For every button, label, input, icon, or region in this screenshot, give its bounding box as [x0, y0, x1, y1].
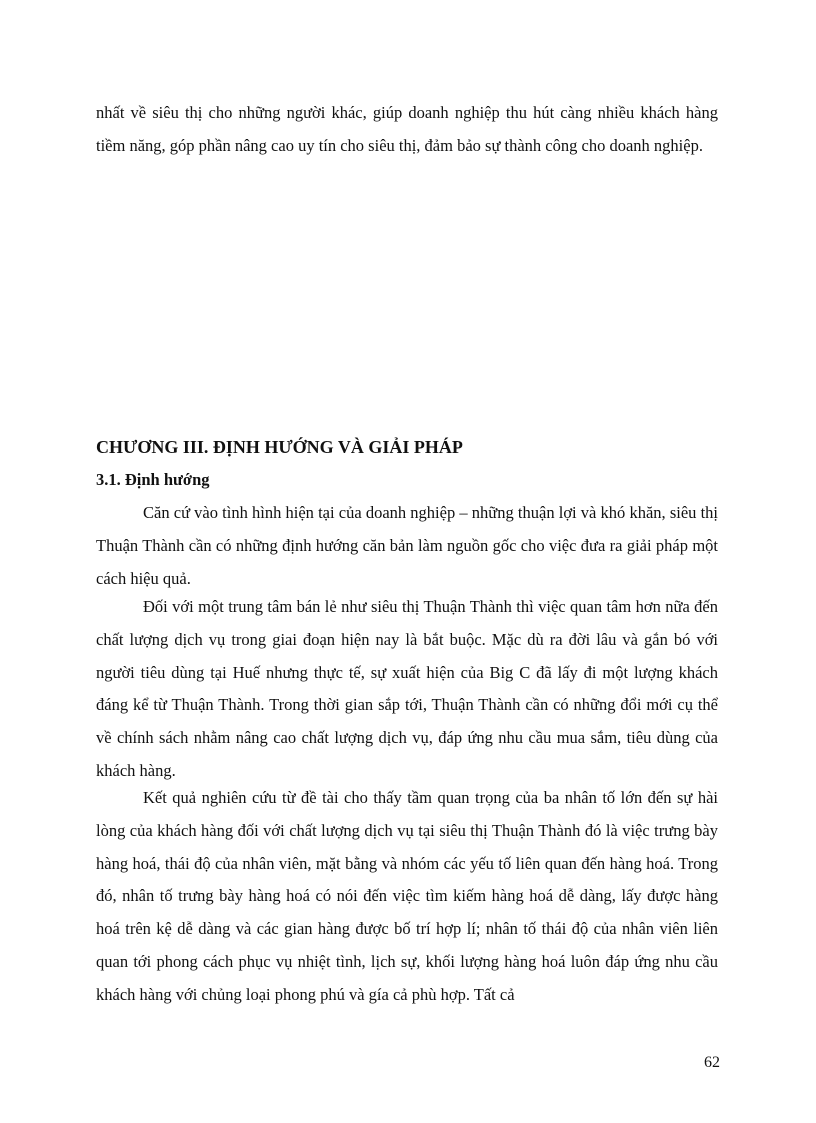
- chapter-title: CHƯƠNG III. ĐỊNH HƯỚNG VÀ GIẢI PHÁP: [96, 437, 463, 457]
- intro-paragraph: nhất về siêu thị cho những người khác, giúp doanh nghiệp thu hút càng nhiều khách hàng tiềm năng, góp phần nâng cao uy tín cho siêu thị, đảm bảo sự thành công cho doanh nghiệp.: [96, 103, 718, 155]
- paragraph-1: Căn cứ vào tình hình hiện tại của doanh nghiệp – những thuận lợi và khó khăn, siêu thị Thuận Thành cần có những định hướng căn bản làm nguồn gốc cho việc đưa ra giải pháp một cách hiệu quả.: [96, 503, 718, 588]
- paragraph-3: Kết quả nghiên cứu từ đề tài cho thấy tầm quan trọng của ba nhân tố lớn đến sự hài lòng của khách hàng đối với chất lượng dịch vụ tại siêu thị Thuận Thành đó là việc trưng bày hàng hoá, thái độ của nhân viên, mặt bằng và nhóm các yếu tố liên quan đến hàng hoá. Trong đó, nhân tố trưng bày hàng hoá có nói đến việc tìm kiếm hàng hoá dễ dàng, lấy được hàng hoá trên kệ dễ dàng và các gian hàng được bố trí hợp lí; nhân tố thái độ của nhân viên liên quan tới phong cách phục vụ nhiệt tình, lịch sự, khối lượng hàng hoá luôn đáp ứng nhu cầu khách hàng với chủng loại phong phú và gía cả phù hợp. Tất cả: [96, 788, 718, 1004]
- paragraph-2: Đối với một trung tâm bán lẻ như siêu thị Thuận Thành thì việc quan tâm hơn nữa đến chất lượng dịch vụ trong giai đoạn hiện nay là bắt buộc. Mặc dù ra đời lâu và gắn bó với người tiêu dùng tại Huế nhưng thực tế, sự xuất hiện của Big C đã lấy đi một lượng khách đáng kể từ Thuận Thành. Trong thời gian sắp tới, Thuận Thành cần có những đổi mới cụ thể về chính sách nhằm nâng cao chất lượng dịch vụ, đáp ứng nhu cầu mua sắm, tiêu dùng của khách hàng.: [96, 597, 718, 780]
- page-number: 62: [704, 1054, 720, 1071]
- section-title: 3.1. Định hướng: [96, 470, 210, 489]
